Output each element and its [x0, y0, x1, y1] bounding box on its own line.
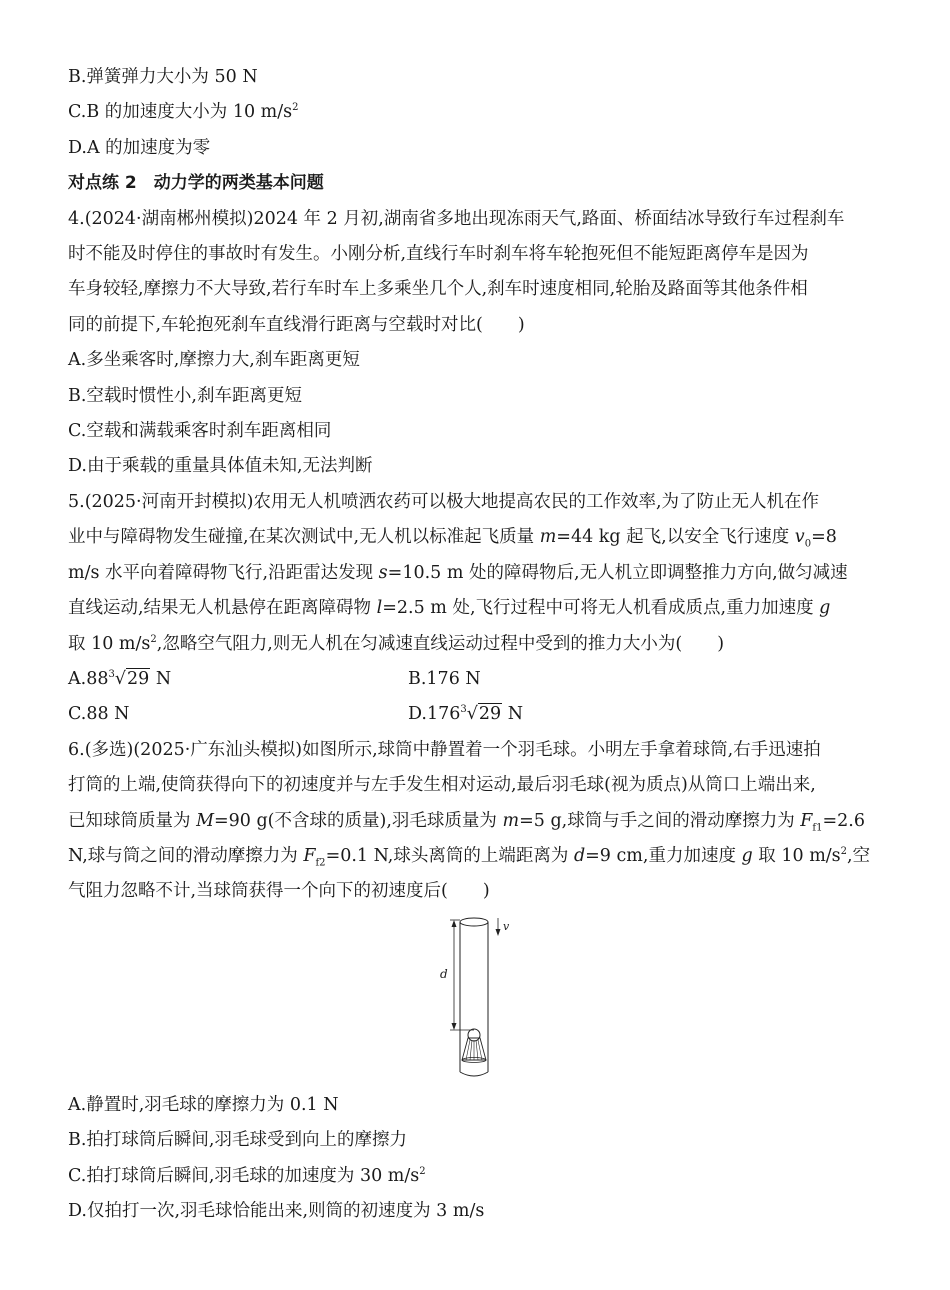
- q4-option-d: D.由于乘载的重量具体值未知,无法判断: [68, 456, 373, 477]
- q6-option-c: C.拍打球筒后瞬间,羽毛球的加速度为 30 $m/s^2$: [68, 1165, 426, 1186]
- q4-stem-line-4: 同的前提下,车轮抱死刹车直线滑行距离与空载时对比( ): [68, 314, 525, 335]
- q5-option-b: B.176 N: [408, 668, 481, 689]
- q6-stem-line-5: 气阻力忽略不计,当球筒获得一个向下的初速度后( ): [68, 881, 490, 902]
- q4-stem-line-2: 时不能及时停住的事故时有发生。小刚分析,直线行车时刹车将车轮抱死但不能短距离停车是因为: [68, 244, 809, 265]
- label-d: d: [440, 966, 448, 981]
- q3-option-c: C.B 的加速度大小为 10 $m/s^2$: [68, 102, 299, 123]
- q6-option-a: A.静置时,羽毛球的摩擦力为 0.1 N: [68, 1094, 339, 1115]
- q6-stem-line-3: 已知球筒质量为 M=90 g(不含球的质量),羽毛球质量为 m=5 g,球筒与手之间的滑动摩擦力为 $F_{f1}=2.6$: [68, 810, 865, 834]
- q5-option-c: C.88 N: [68, 704, 130, 725]
- q5-options-row-2: [68, 697, 888, 732]
- q5-stem-line-1: 5.(2025·河南开封模拟)农用无人机喷洒农药可以极大地提高农民的工作效率,为了防止无人机在作: [68, 491, 820, 512]
- q4-option-c: C.空载和满载乘客时刹车距离相同: [68, 421, 332, 442]
- q4-stem-line-1: 4.(2024·湖南郴州模拟)2024 年 2 月初,湖南省多地出现冻雨天气,路面、桥面结冰导致行车过程刹车: [68, 208, 845, 229]
- q4-option-b: B.空载时惯性小,刹车距离更短: [68, 385, 302, 406]
- label-v: v: [503, 919, 510, 933]
- q5-stem-line-5: 取 10 $m/s^2$,忽略空气阻力,则无人机在匀减速直线运动过程中受到的推力大小为( ): [68, 633, 725, 654]
- shuttlecock-head: [468, 1029, 480, 1041]
- arrow-up: [452, 920, 457, 927]
- q6-stem-line-4: N,球与筒之间的滑动摩擦力为 $F_{f2}=0.1$ N,球头离筒的上端距离为 d=9 cm,重力加速度 g 取 10 $m/s^2$,空: [68, 845, 871, 869]
- q5-stem-line-4: 直线运动,结果无人机悬停在距离障碍物 l=2.5 m 处,飞行过程中可将无人机看成质点,重力加速度 g: [68, 598, 831, 619]
- q3-option-d: D.A 的加速度为零: [68, 137, 211, 158]
- tube-top-rim: [460, 918, 488, 926]
- q5-option-a: $A.88^3√29$ N: [68, 662, 408, 697]
- arrow-down: [452, 1023, 457, 1030]
- q6-stem-line-2: 打筒的上端,使筒获得向下的初速度并与左手发生相对运动,最后羽毛球(视为质点)从筒口上端出来,: [68, 775, 816, 796]
- cube-root: $^3$√29: [108, 668, 150, 689]
- q5-stem-line-3: m/s 水平向着障碍物飞行,沿距雷达发现 s=10.5 m 处的障碍物后,无人机立即调整推力方向,做匀减速: [68, 562, 848, 583]
- q6-stem-line-1: 6.(多选)(2025·广东汕头模拟)如图所示,球筒中静置着一个羽毛球。小明左手拿着球筒,右手迅速拍: [68, 739, 821, 760]
- cube-root: $^3$√29: [460, 704, 502, 725]
- tube-diagram: [436, 912, 526, 1084]
- document-page: [68, 60, 888, 1229]
- q5-option-d: D.176$^3$√29 N: [408, 697, 748, 732]
- q5-options-row-1: [68, 662, 888, 697]
- shuttlecock-tube-figure: [68, 912, 888, 1084]
- q4-option-a: A.多坐乘客时,摩擦力大,刹车距离更短: [68, 350, 360, 371]
- q6-option-b: B.拍打球筒后瞬间,羽毛球受到向上的摩擦力: [68, 1130, 407, 1151]
- q4-stem-line-3: 车身较轻,摩擦力不大导致,若行车时车上多乘坐几个人,刹车时速度相同,轮胎及路面等其他条件相: [68, 279, 808, 300]
- section-heading: 对点练 2 动力学的两类基本问题: [68, 173, 324, 194]
- q3-option-b: B.弹簧弹力大小为 50 N: [68, 67, 258, 87]
- q6-option-d: D.仅拍打一次,羽毛球恰能出来,则筒的初速度为 3 m/s: [68, 1200, 485, 1221]
- q5-stem-line-2: 业中与障碍物发生碰撞,在某次测试中,无人机以标准起飞质量 m=44 kg 起飞,以安全飞行速度 $v_0=8$: [68, 527, 837, 550]
- tube-bottom: [460, 1072, 488, 1076]
